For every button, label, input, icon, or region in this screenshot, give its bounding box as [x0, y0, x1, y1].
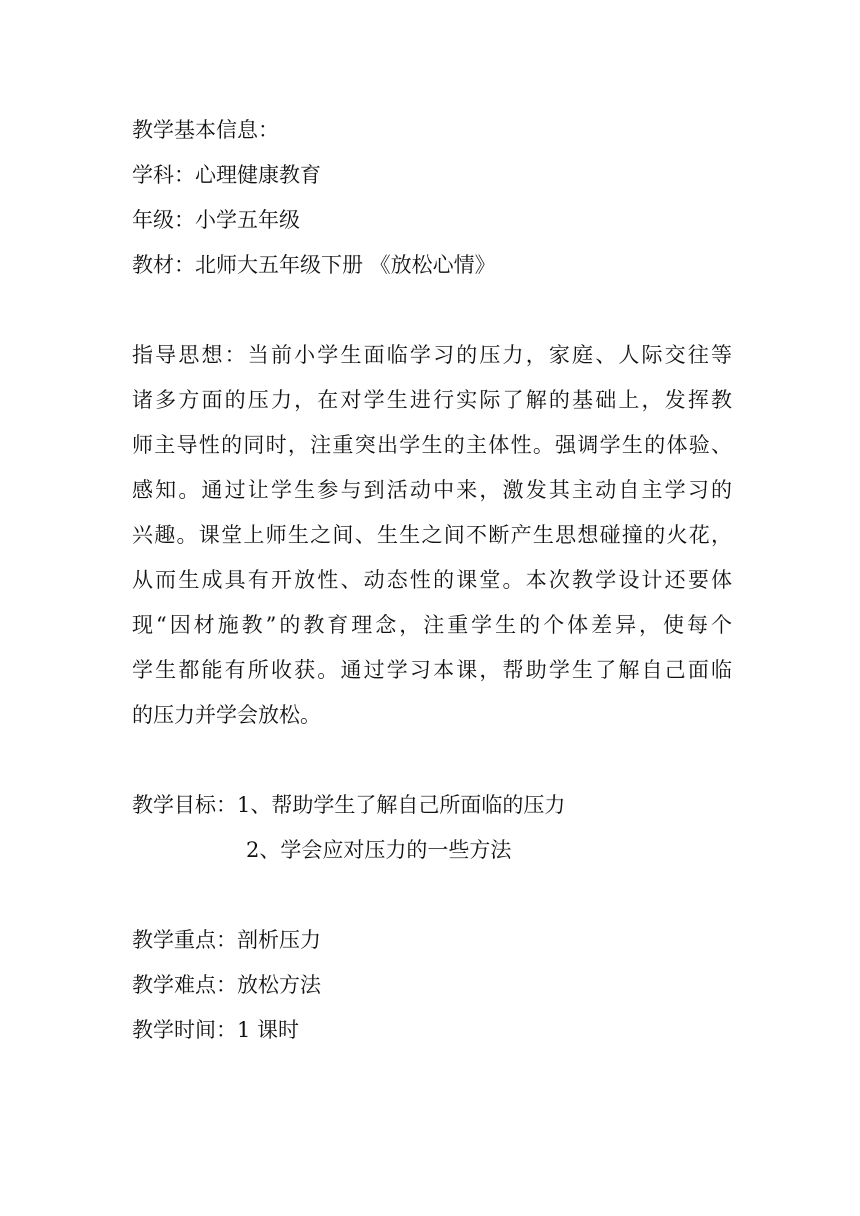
paragraph-line: 诸多方面的压力，在对学生进行实际了解的基础上，发挥教	[132, 388, 732, 412]
objective-line-2: 2、学会应对压力的一些方法	[246, 838, 512, 862]
duration-line: 教学时间：1 课时	[132, 1018, 300, 1042]
subject-line: 学科：心理健康教育	[132, 163, 321, 187]
document-page	[132, 108, 732, 1053]
paragraph-line: 现“因材施教”的教育理念，注重学生的个体差异，使每个	[132, 613, 732, 637]
paragraph-line: 感知。通过让学生参与到活动中来，激发其主动自主学习的	[132, 478, 732, 502]
grade-line: 年级：小学五年级	[132, 208, 300, 232]
paragraph-line: 师主导性的同时，注重突出学生的主体性。强调学生的体验、	[132, 433, 732, 457]
key-point-line: 教学重点：剖析压力	[132, 928, 321, 952]
paragraph-line: 指导思想：当前小学生面临学习的压力，家庭、人际交往等	[132, 343, 732, 367]
section-heading: 教学基本信息：	[132, 118, 279, 142]
guiding-ideas-paragraph	[132, 333, 732, 738]
paragraph-line: 学生都能有所收获。通过学习本课，帮助学生了解自己面临	[132, 658, 732, 682]
paragraph-line: 的压力并学会放松。	[132, 703, 321, 727]
paragraph-line: 兴趣。课堂上师生之间、生生之间不断产生思想碰撞的火花，	[132, 523, 732, 547]
difficulty-line: 教学难点：放松方法	[132, 973, 321, 997]
spacer	[132, 873, 732, 918]
spacer	[132, 738, 732, 783]
paragraph-line: 从而生成具有开放性、动态性的课堂。本次教学设计还要体	[132, 568, 732, 592]
objective-line-1: 教学目标：1、帮助学生了解自己所面临的压力	[132, 793, 566, 817]
spacer	[132, 288, 732, 333]
textbook-line: 教材：北师大五年级下册 《放松心情》	[132, 253, 496, 277]
